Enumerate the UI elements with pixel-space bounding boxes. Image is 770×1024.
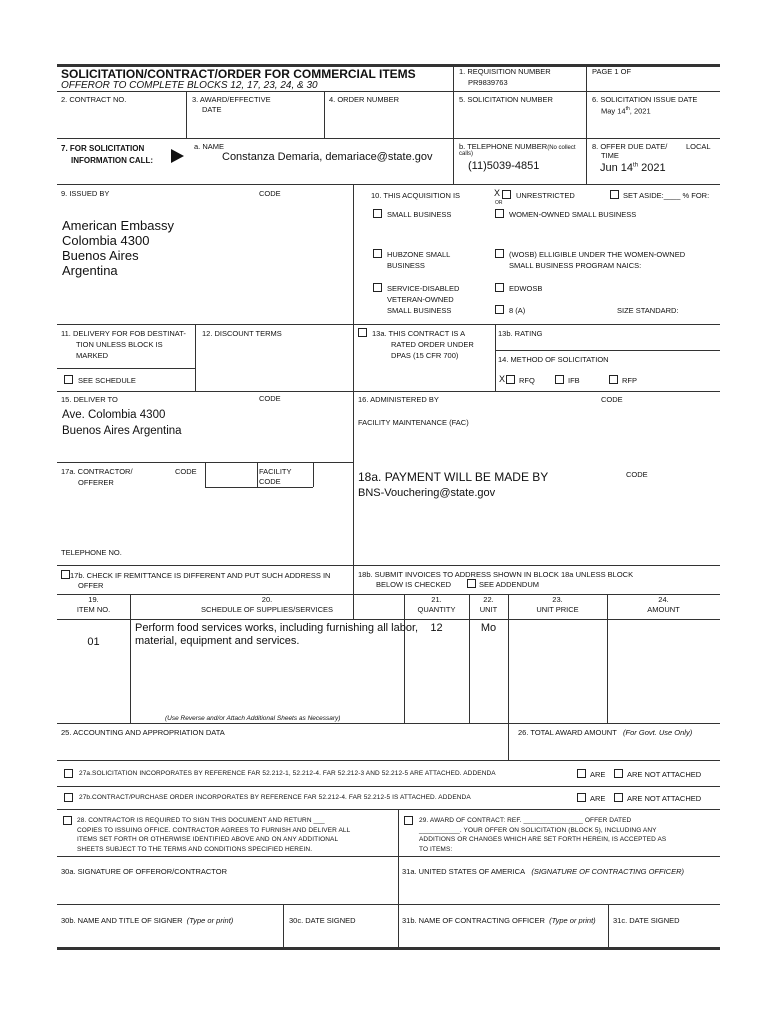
hubzone-checkbox[interactable]: [373, 249, 382, 258]
delivery-fob-label-2: TION UNLESS BLOCK IS: [76, 340, 163, 349]
remittance-checkbox[interactable]: [61, 570, 70, 579]
requisition-label: 1. REQUISITION NUMBER: [459, 67, 551, 76]
item-quantity: 12: [430, 622, 443, 634]
see-schedule-checkbox[interactable]: [64, 375, 73, 384]
27b-are-label: ARE: [590, 794, 606, 803]
delivery-fob-label: 11. DELIVERY FOR FOB DESTINAT-: [61, 329, 186, 338]
col-unit-num: 22.: [483, 595, 494, 604]
rating-label: 13b. RATING: [498, 329, 543, 338]
27a-are-not-label: ARE NOT ATTACHED: [627, 770, 702, 779]
col-schedule-num: 20.: [261, 595, 273, 604]
see-addendum-checkbox[interactable]: [467, 579, 476, 588]
accounting-label: 25. ACCOUNTING AND APPROPRIATION DATA: [61, 728, 225, 737]
officer-date-label: 31c. DATE SIGNED: [613, 916, 680, 925]
form-title: SOLICITATION/CONTRACT/ORDER FOR COMMERCIAL ITEMS: [61, 67, 416, 81]
rfq-checkbox[interactable]: [506, 375, 515, 384]
ifb-label: IFB: [568, 376, 580, 385]
remittance-label: 17b. CHECK IF REMITTANCE IS DIFFERENT AND PUT SUCH ADDRESS IN: [70, 571, 331, 580]
payment-code-label: CODE: [626, 470, 648, 479]
offer-due-label: 8. OFFER DUE DATE/: [592, 142, 668, 151]
award-contract-checkbox[interactable]: [404, 816, 413, 825]
unrestricted-label: UNRESTRICTED: [516, 191, 575, 200]
set-aside-label: SET ASIDE:____ % FOR:: [623, 191, 710, 200]
far-27a-checkbox[interactable]: [64, 769, 73, 778]
issued-by-address: American Embassy Colombia 4300 Buenos Aires Argentina: [62, 218, 174, 278]
hubzone-label: HUBZONE SMALL: [387, 250, 451, 259]
col-item-label: ITEM NO.: [76, 605, 111, 614]
invoice-label: 18b. SUBMIT INVOICES TO ADDRESS SHOWN IN BLOCK 18a UNLESS BLOCK: [358, 570, 634, 579]
contact-name-label: a. NAME: [194, 142, 225, 151]
wosb-checkbox[interactable]: [495, 209, 504, 218]
27a-are-checkbox[interactable]: [577, 769, 586, 778]
sdvosb-label: SERVICE-DISABLED: [387, 284, 460, 293]
award-date-label: 3. AWARD/EFFECTIVE: [192, 95, 271, 104]
rated-order-label-3: DPAS (15 CFR 700): [391, 351, 459, 360]
rfq-mark: X: [499, 374, 506, 384]
facility-code-label: FACILITY: [259, 467, 292, 476]
discount-terms-label: 12. DISCOUNT TERMS: [202, 329, 282, 338]
unrestricted-mark: X: [494, 188, 501, 198]
ifb-checkbox[interactable]: [555, 375, 564, 384]
see-addendum-label: SEE ADDENDUM: [479, 580, 540, 589]
offeror-signature-label: 30a. SIGNATURE OF OFFEROR/CONTRACTOR: [61, 867, 227, 876]
payment-label: 18a. PAYMENT WILL BE MADE BY: [358, 470, 549, 484]
issue-date-label: 6. SOLICITATION ISSUE DATE: [592, 95, 698, 104]
sdvosb-checkbox[interactable]: [373, 283, 382, 292]
small-business-checkbox[interactable]: [373, 209, 382, 218]
remittance-label-2: OFFER: [78, 581, 104, 590]
col-unit-price-num: 23.: [552, 595, 563, 604]
rfp-checkbox[interactable]: [609, 375, 618, 384]
deliver-to-address: Ave. Colombia 4300 Buenos Aires Argentina: [62, 409, 182, 437]
hubzone-label-2: BUSINESS: [387, 261, 425, 270]
edwosb-label: EDWOSB: [509, 284, 543, 293]
payment-email[interactable]: BNS-Vouchering@state.gov: [358, 487, 496, 499]
signer-name-label: 30b. NAME AND TITLE OF SIGNER (Type or print): [61, 916, 234, 925]
or-label: OR: [495, 200, 503, 204]
27a-are-label: ARE: [590, 770, 606, 779]
contractor-sign-checkbox[interactable]: [63, 816, 72, 825]
sdvosb-label-3: SMALL BUSINESS: [387, 306, 452, 315]
eight-a-checkbox[interactable]: [495, 305, 504, 314]
contractor-label: 17a. CONTRACTOR/: [61, 467, 133, 476]
form-subtitle: OFFEROR TO COMPLETE BLOCKS 12, 17, 23, 24, & 30: [61, 80, 318, 91]
offer-due-value[interactable]: Jun 14th 2021: [600, 162, 666, 174]
solicitation-info-label: 7. FOR SOLICITATION: [61, 144, 145, 153]
set-aside-checkbox[interactable]: [610, 190, 619, 199]
administered-by-value: FACILITY MAINTENANCE (FAC): [358, 418, 469, 427]
col-quantity-label: QUANTITY: [417, 605, 456, 614]
col-unit-price-label: UNIT PRICE: [536, 605, 579, 614]
issue-date-value[interactable]: May 14th, 2021: [601, 106, 651, 116]
contractor-code-label: CODE: [175, 467, 197, 476]
wosb-eligible-label-2: SMALL BUSINESS PROGRAM NAICS:: [509, 261, 642, 270]
issued-by-code-label: CODE: [259, 189, 281, 198]
total-award-label: 26. TOTAL AWARD AMOUNT (For Govt. Use Only): [518, 728, 693, 737]
wosb-eligible-checkbox[interactable]: [495, 249, 504, 258]
order-number-label: 4. ORDER NUMBER: [329, 95, 400, 104]
item-number: 01: [87, 636, 100, 648]
27a-are-not-checkbox[interactable]: [614, 769, 623, 778]
solicitation-info-label-2: INFORMATION CALL:: [71, 156, 154, 165]
award-date-label-2: DATE: [202, 105, 222, 114]
see-schedule-label: SEE SCHEDULE: [78, 376, 136, 385]
arrow-right-icon: [171, 149, 184, 163]
rated-order-label-2: RATED ORDER UNDER: [391, 340, 474, 349]
contact-name-value[interactable]: Constanza Demaria, demariace@state.gov: [222, 151, 433, 163]
phone-value[interactable]: (11)5039-4851: [468, 160, 540, 172]
facility-code-label-2: CODE: [259, 477, 281, 486]
size-standard-label: SIZE STANDARD:: [617, 306, 679, 315]
contractor-label-2: OFFERER: [78, 478, 114, 487]
small-business-label: SMALL BUSINESS: [387, 210, 452, 219]
rfp-label: RFP: [622, 376, 637, 385]
col-quantity-num: 21.: [431, 595, 442, 604]
officer-name-label: 31b. NAME OF CONTRACTING OFFICER (Type or print): [402, 916, 596, 925]
deliver-to-code-label: CODE: [259, 394, 281, 403]
offeror-date-label: 30c. DATE SIGNED: [289, 916, 356, 925]
far-27b-label: 27b.CONTRACT/PURCHASE ORDER INCORPORATES BY REFERENCE FAR 52.212-4. FAR 52.212-5 IS ATTACHED. ADDENDA: [79, 794, 471, 801]
27b-are-checkbox[interactable]: [577, 793, 586, 802]
col-amount-label: AMOUNT: [647, 605, 680, 614]
offer-due-label-2: TIME: [601, 151, 619, 160]
contract-no-label: 2. CONTRACT NO.: [61, 95, 127, 104]
col-schedule-label: SCHEDULE OF SUPPLIES/SERVICES: [201, 605, 333, 614]
phone-note: calls): [459, 151, 474, 157]
deliver-to-label: 15. DELIVER TO: [61, 395, 118, 404]
far-27a-label: 27a.SOLICITATION INCORPORATES BY REFERENCE FAR 52.212-1, 52.212-4. FAR 52.212-3 AND 52.212-5 ARE ATTACHED. ADDENDA: [79, 770, 496, 777]
method-label: 14. METHOD OF SOLICITATION: [498, 355, 609, 364]
phone-label: b. TELEPHONE NUMBER(No collect: [459, 142, 576, 151]
officer-signature-label: 31a. UNITED STATES OF AMERICA (SIGNATURE OF CONTRACTING OFFICER): [402, 867, 684, 876]
unrestricted-checkbox[interactable]: [502, 190, 511, 199]
far-27b-checkbox[interactable]: [64, 793, 73, 802]
col-item-num: 19.: [88, 595, 99, 604]
sdvosb-label-2: VETERAN-OWNED: [387, 295, 454, 304]
telephone-label: TELEPHONE NO.: [61, 548, 122, 557]
solicitation-number-label: 5. SOLICITATION NUMBER: [459, 95, 553, 104]
commercial-items-form: [57, 64, 720, 950]
issued-by-label: 9. ISSUED BY: [61, 189, 110, 198]
col-unit-label: UNIT: [479, 605, 498, 614]
edwosb-checkbox[interactable]: [495, 283, 504, 292]
delivery-fob-label-3: MARKED: [76, 351, 109, 360]
item-unit: Mo: [480, 622, 497, 634]
rated-order-label: 13a. THIS CONTRACT IS A: [372, 329, 466, 338]
invoice-label-2: BELOW IS CHECKED: [376, 580, 452, 589]
schedule-note: (Use Reverse and/or Attach Additional Sheets as Necessary): [165, 715, 341, 722]
local-label: LOCAL: [686, 142, 711, 151]
rfq-label: RFQ: [519, 376, 535, 385]
page-label: PAGE 1 OF: [592, 67, 632, 76]
administered-by-label: 16. ADMINISTERED BY: [358, 395, 439, 404]
wosb-eligible-label: (WOSB) ELLIGIBLE UNDER THE WOMEN-OWNED: [509, 250, 686, 259]
eight-a-label: 8 (A): [509, 306, 526, 315]
contractor-sign-text: 28. CONTRACTOR IS REQUIRED TO SIGN THIS DOCUMENT AND RETURN ___ COPIES TO ISSUING OFFICE. CONTRACTOR AGREES TO FURNISH AND DELIVER ALL ITEMS SET FORTH OR OTHERWISE IDENTIFIED ABOVE AND ON ANY ADDITIONAL SHEETS SUBJECT TO THE TERMS AND CONDITIONS SPECIFIED HEREIN.: [77, 817, 351, 853]
rated-order-checkbox[interactable]: [358, 328, 367, 337]
acquisition-label: 10. THIS ACQUISITION IS: [371, 191, 461, 200]
item-description: Perform food services works, including furnishing all labor, material, equipment and services.: [135, 622, 419, 647]
award-contract-text: 29. AWARD OF CONTRACT: REF. ________________ OFFER DATED ___________. YOUR OFFER ON SOLICITATION (BLOCK 5), INCLUDING ANY ADDITIONS OR CHANGES WHICH ARE SET FORTH HEREIN, IS ACCEPTED AS TO ITEMS:: [419, 817, 667, 853]
27b-are-not-label: ARE NOT ATTACHED: [627, 794, 702, 803]
requisition-number[interactable]: PR9839763: [468, 78, 508, 87]
col-amount-num: 24.: [658, 595, 669, 604]
27b-are-not-checkbox[interactable]: [614, 793, 623, 802]
wosb-label: WOMEN-OWNED SMALL BUSINESS: [509, 210, 637, 219]
administered-by-code-label: CODE: [601, 395, 623, 404]
